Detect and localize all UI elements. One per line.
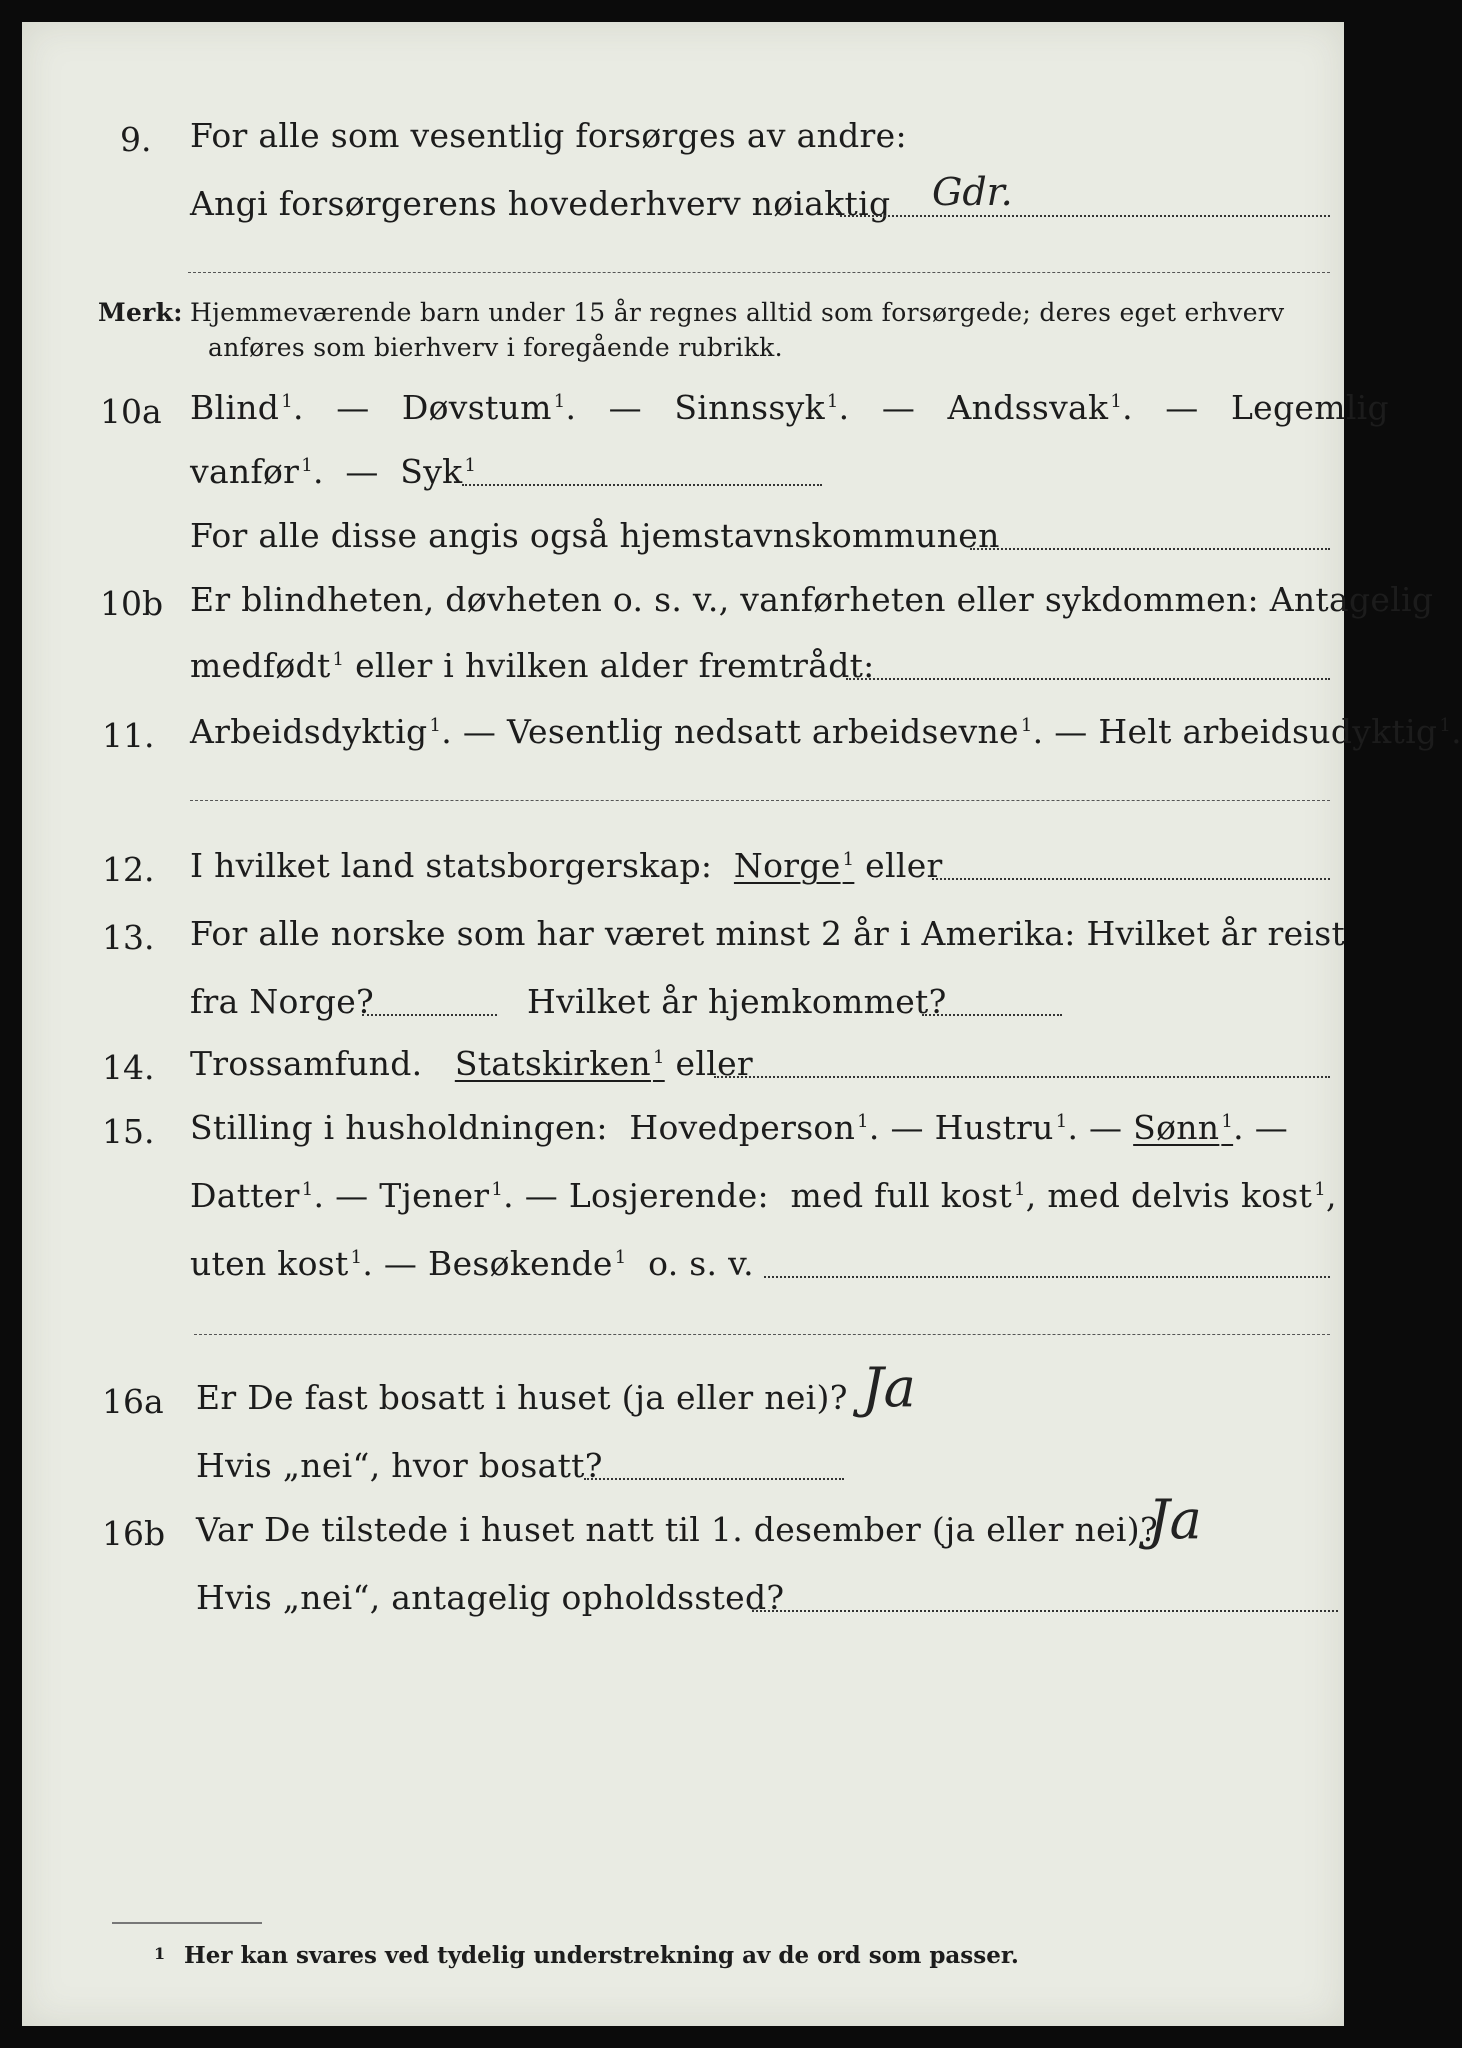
q15-tjener: Tjener bbox=[379, 1176, 490, 1215]
q16b-number: 16b bbox=[102, 1514, 166, 1553]
q9-handwritten-answer: Gdr. bbox=[932, 170, 1013, 214]
q14-eller: eller bbox=[675, 1044, 753, 1083]
footnote-ref: 1 bbox=[857, 1111, 869, 1132]
q15-dot: . bbox=[362, 1244, 374, 1283]
q10a-line-2 bbox=[190, 454, 476, 490]
q11-dot: . bbox=[1032, 712, 1044, 751]
q10a-dot: . bbox=[838, 388, 850, 427]
q15-dot: . bbox=[1067, 1108, 1079, 1147]
q15-dot: . bbox=[503, 1176, 514, 1215]
q12-answer-line bbox=[932, 878, 1330, 880]
q10b-answer-line bbox=[846, 678, 1330, 680]
q10b-line-1: Er blindheten, døvheten o. s. v., vanførheten eller sykdommen: Antagelig bbox=[190, 580, 1434, 619]
q9-question: For alle som vesentlig forsørges av andre: bbox=[190, 116, 907, 155]
q15-extra-line bbox=[194, 1334, 1330, 1335]
footnote-ref: 1 bbox=[842, 849, 855, 870]
q12-line bbox=[190, 848, 943, 884]
q15-sep: — bbox=[335, 1176, 369, 1215]
q11-sep: — bbox=[462, 712, 497, 751]
q16a-answer-line bbox=[584, 1478, 844, 1480]
q12-question: I hvilket land statsborgerskap: bbox=[190, 846, 713, 885]
q10a-dot: . bbox=[313, 452, 324, 491]
footnote-ref: 1 bbox=[1314, 1179, 1326, 1200]
q13-number: 13. bbox=[102, 918, 155, 957]
q10a-dovstum: Døvstum bbox=[401, 388, 552, 427]
q11-dot: . bbox=[1451, 712, 1462, 751]
q10a-sep: — bbox=[345, 452, 379, 491]
census-form-page bbox=[22, 22, 1462, 2026]
q14-statskirken-underlined bbox=[455, 1044, 665, 1083]
q14-line bbox=[190, 1046, 753, 1082]
q10a-blind: Blind bbox=[190, 388, 280, 427]
q10a-sep: — bbox=[608, 388, 642, 427]
q9-number: 9. bbox=[120, 120, 152, 159]
q15-line-2: Datter $^1$. — Tjener $^1$. — Losjerende: med full kost $^1$, med delvis kost $^1$, bbox=[190, 1176, 1337, 1215]
q10b-medfodt: medfødt bbox=[190, 646, 331, 685]
footnote-text: Her kan svares ved tydelig understrekning av de ord som passer. bbox=[184, 1942, 1019, 1969]
q12-norge: Norge bbox=[733, 846, 841, 885]
footnote-ref: 1 bbox=[1014, 1179, 1026, 1200]
q14-statskirken: Statskirken bbox=[454, 1044, 651, 1083]
q16b-question: Var De tilstede i huset natt til 1. desember (ja eller nei)? bbox=[196, 1510, 1158, 1549]
q10a-dot: . bbox=[293, 388, 304, 427]
q15-hovedperson: Hovedperson bbox=[629, 1108, 856, 1147]
footnote-mark: 1 bbox=[154, 1944, 166, 1963]
q11-line bbox=[190, 714, 1462, 750]
q15-number: 15. bbox=[102, 1112, 155, 1151]
q15-hustru: Hustru bbox=[934, 1108, 1054, 1147]
footnote-ref: 1 bbox=[301, 455, 313, 476]
q15-osv: o. s. v. bbox=[648, 1244, 754, 1283]
q16a-handwritten-answer: Ja bbox=[862, 1356, 916, 1419]
q11-helt: Helt arbeidsudyktig bbox=[1098, 712, 1438, 751]
q15-line-3 bbox=[190, 1246, 754, 1282]
q15-dot: . bbox=[1233, 1108, 1244, 1147]
q15-dot: . bbox=[313, 1176, 325, 1215]
footnote-ref: 1 bbox=[614, 1247, 627, 1268]
q12-eller: eller bbox=[865, 846, 943, 885]
q16b-handwritten-answer: Ja bbox=[1148, 1488, 1202, 1551]
footnote-ref: 1 bbox=[652, 1047, 665, 1068]
q10b-line-2-rest: eller i hvilken alder fremtrådt: bbox=[355, 646, 875, 685]
footnote-ref: 1 bbox=[1439, 715, 1452, 736]
q15-sep: — bbox=[383, 1244, 418, 1283]
q10a-dot: . bbox=[1122, 388, 1133, 427]
q15-delvis: med delvis kost bbox=[1047, 1176, 1313, 1215]
q10a-sep: — bbox=[336, 388, 370, 427]
q15-sep: — bbox=[1254, 1108, 1289, 1147]
q11-extra-line bbox=[190, 800, 1330, 801]
q15-datter: Datter bbox=[190, 1176, 300, 1215]
q13-year-left-line bbox=[362, 1014, 497, 1016]
footnote-ref: 1 bbox=[553, 391, 566, 412]
q15-answer-line bbox=[764, 1276, 1330, 1278]
merk-text-2: anføres som bierhverv i foregående rubrikk. bbox=[208, 333, 783, 362]
merk-label: Merk: bbox=[98, 298, 183, 327]
footnote-ref: 1 bbox=[826, 391, 839, 412]
q9-extra-line bbox=[188, 272, 1330, 273]
q10a-sep: — bbox=[1165, 388, 1199, 427]
q16b-where: Hvis „nei“, antagelig opholdssted? bbox=[196, 1578, 785, 1617]
q10a-dot: . bbox=[565, 388, 577, 427]
footnote-ref: 1 bbox=[491, 1179, 504, 1200]
q15-losjerende: Losjerende: bbox=[568, 1176, 769, 1215]
footnote-ref: 1 bbox=[301, 1179, 314, 1200]
q10a-line-3: For alle disse angis også hjemstavnskommunen bbox=[190, 516, 1000, 555]
q10a-syk: Syk bbox=[400, 452, 463, 491]
q10b-line-2 bbox=[190, 648, 875, 684]
q11-dot: . bbox=[441, 712, 453, 751]
q10b-number: 10b bbox=[100, 584, 164, 623]
q12-number: 12. bbox=[102, 850, 155, 889]
q15-sonn: Sønn bbox=[1133, 1108, 1220, 1147]
q12-norge-underlined bbox=[734, 846, 854, 885]
footnote-ref: 1 bbox=[1110, 391, 1123, 412]
q15-fullkost: med full kost bbox=[790, 1176, 1013, 1215]
q14-trossamfund: Trossamfund. bbox=[190, 1044, 423, 1083]
q10a-line-1 bbox=[190, 390, 1389, 426]
footnote-ref: 1 bbox=[1055, 1111, 1068, 1132]
q10a-andssvak: Andssvak bbox=[947, 388, 1109, 427]
q10a-vanfor: vanfør bbox=[190, 452, 300, 491]
q11-number: 11. bbox=[102, 716, 155, 755]
q10a-sep: — bbox=[881, 388, 916, 427]
q16b-answer-line bbox=[752, 1610, 1338, 1612]
q10a-municipality-line bbox=[970, 548, 1330, 550]
footnote-ref: 1 bbox=[1020, 715, 1033, 736]
footnote-rule bbox=[112, 1922, 262, 1924]
q15-dot: . bbox=[868, 1108, 880, 1147]
q16a-where: Hvis „nei“, hvor bosatt? bbox=[196, 1446, 603, 1485]
q16a-number: 16a bbox=[102, 1382, 164, 1421]
footnote-ref: 1 bbox=[332, 649, 345, 670]
q11-vesentlig: Vesentlig nedsatt arbeidsevne bbox=[506, 712, 1019, 751]
q10a-syk-line bbox=[462, 484, 822, 486]
q15-sep: — bbox=[524, 1176, 559, 1215]
q16a-question: Er De fast bosatt i huset (ja eller nei)? bbox=[196, 1378, 848, 1417]
q14-number: 14. bbox=[102, 1048, 155, 1087]
q13-line-1: For alle norske som har været minst 2 år i Amerika: Hvilket år reist bbox=[190, 914, 1346, 953]
q10a-number: 10a bbox=[100, 392, 162, 431]
q11-arbeidsdyktig: Arbeidsdyktig bbox=[190, 712, 428, 751]
q9-occupation-label: Angi forsørgerens hovederhverv nøiaktig bbox=[190, 184, 891, 223]
q11-sep: — bbox=[1054, 712, 1088, 751]
footnote-ref: 1 bbox=[429, 715, 442, 736]
q14-answer-line bbox=[714, 1076, 1330, 1078]
q15-sonn-underlined bbox=[1133, 1108, 1233, 1147]
footnote-ref: 1 bbox=[350, 1247, 363, 1268]
q10a-legemlig: Legemlig bbox=[1230, 388, 1389, 427]
q9-answer-line bbox=[840, 215, 1330, 217]
q15-stilling: Stilling i husholdningen: bbox=[190, 1108, 608, 1147]
q15-besokende: Besøkende bbox=[428, 1244, 613, 1283]
merk-text-1: Hjemmeværende barn under 15 år regnes alltid som forsørgede; deres eget erhverv bbox=[190, 298, 1285, 327]
q13-fra-norge: fra Norge? bbox=[190, 982, 375, 1021]
q15-sep: — bbox=[1089, 1108, 1123, 1147]
footnote-ref: 1 bbox=[464, 455, 477, 476]
q13-year-returned-line bbox=[922, 1014, 1062, 1016]
q10a-sinnssyk: Sinnssyk bbox=[674, 388, 825, 427]
q15-line-1 bbox=[190, 1110, 1288, 1146]
q15-sep: — bbox=[890, 1108, 924, 1147]
q15-uten: uten kost bbox=[190, 1244, 349, 1283]
footnote-ref: 1 bbox=[1221, 1111, 1234, 1132]
footnote-ref: 1 bbox=[281, 391, 294, 412]
q13-hjemkommet: Hvilket år hjemkommet? bbox=[527, 982, 947, 1021]
